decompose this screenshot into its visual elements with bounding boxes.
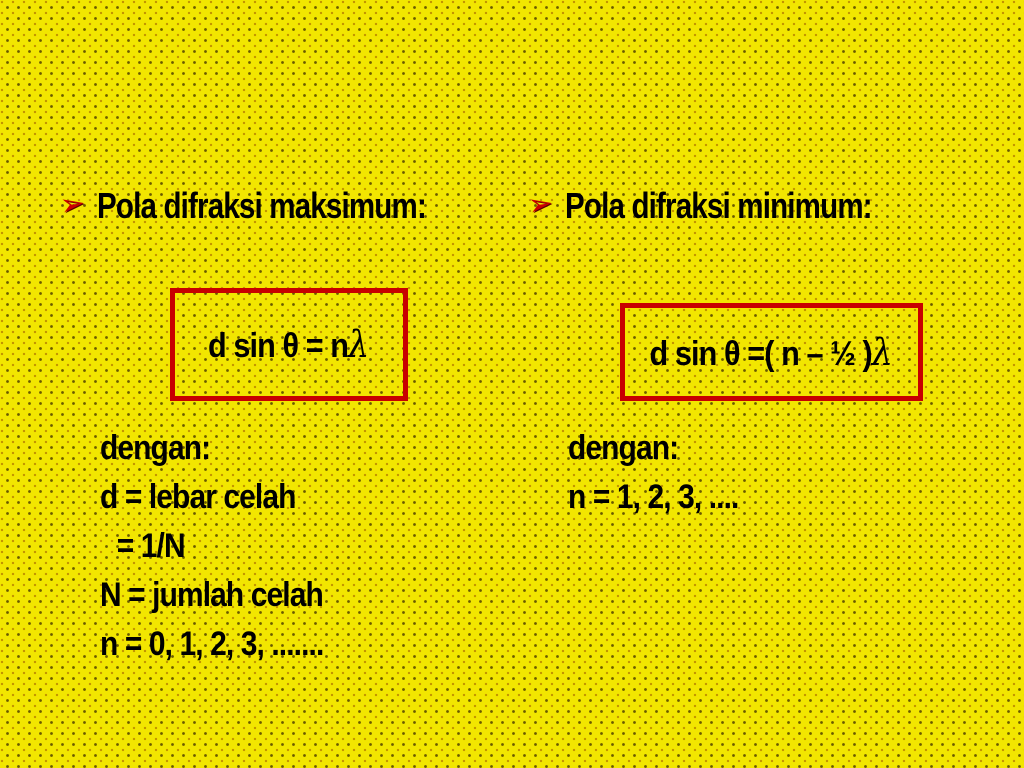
lambda-symbol: λ [872,330,894,374]
arrow-bullet-icon: ➢ [525,186,556,223]
formula-maximum [208,323,369,366]
formula-box-minimum [620,303,923,401]
detail-line-n-values: n = 0, 1, 2, 3, ....... [100,625,324,663]
heading-right-row [525,185,939,226]
detail-line-d-lebar-celah: d = lebar celah [100,478,296,516]
arrow-bullet-icon: ➢ [57,186,88,223]
details-right [568,424,762,522]
detail-line-dengan: dengan: [568,429,679,467]
formula-maximum-main: d sin θ = n [208,327,349,365]
formula-minimum [650,331,893,374]
heading-left-row [57,185,498,226]
heading-left: Pola difraksi maksimum: [97,185,427,226]
detail-line-1-per-n: = 1/N [116,527,185,565]
details-left [100,424,354,669]
heading-right: Pola difraksi minimum: [565,185,872,226]
detail-line-n-jumlah-celah: N = jumlah celah [100,576,323,614]
formula-box-maximum [170,288,408,401]
formula-minimum-main: d sin θ =( n – ½ ) [649,334,873,373]
detail-line-n-values: n = 1, 2, 3, .... [568,478,739,516]
lambda-symbol: λ [348,323,370,366]
detail-line-dengan: dengan: [100,429,211,467]
